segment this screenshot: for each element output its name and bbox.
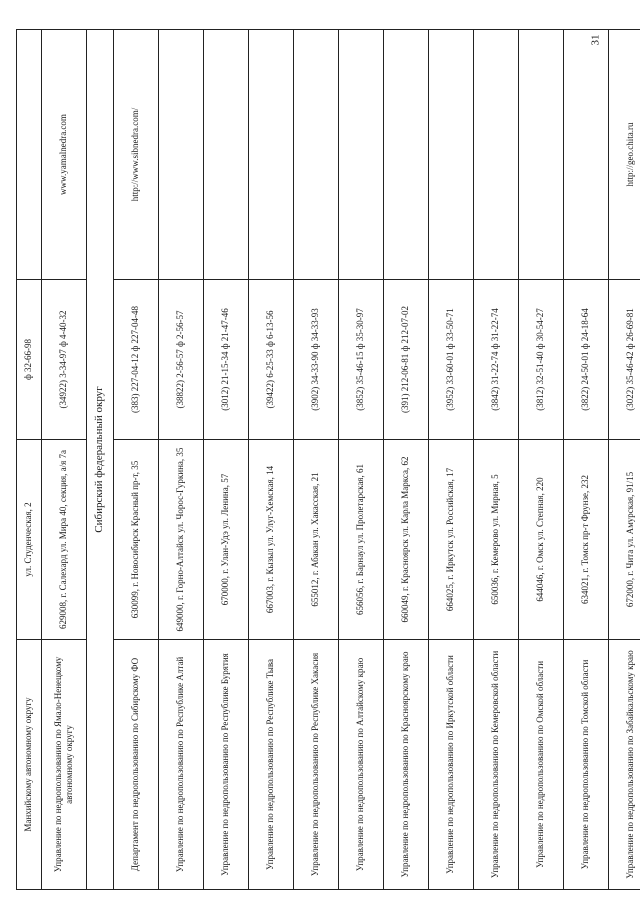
agency-name-cell: Манхийскому автономному округу — [17, 640, 42, 890]
agency-name-cell: Департамент по недропользованию по Сибирскому ФО — [114, 640, 159, 890]
address-cell: 655012, г. Абакан ул. Хакасская, 21 — [294, 440, 339, 640]
agency-name-cell: Управление по недропользованию по Кемеровской области — [474, 640, 519, 890]
table-row — [609, 30, 640, 890]
address-cell: 664025, г. Иркутск ул. Российская, 17 — [429, 440, 474, 640]
address-cell: 672000, г. Чита ул. Амурская, 91/15 — [609, 440, 640, 640]
website-cell: http://geo.chita.ru — [609, 30, 640, 280]
table-row — [474, 30, 519, 890]
table-row — [42, 30, 87, 890]
website-cell — [204, 30, 249, 280]
phone-cell: (3842) 31-22-74 ф 31-22-74 — [474, 280, 519, 440]
table-row — [249, 30, 294, 890]
page-number: 31 — [589, 34, 602, 46]
agency-name-cell: Управление по недропользованию по Алтайскому краю — [339, 640, 384, 890]
phone-cell: (39422) 6-25-33 ф 6-13-56 — [249, 280, 294, 440]
address-cell: 656056, г. Барнаул ул. Пролетарская, 61 — [339, 440, 384, 640]
website-cell — [17, 30, 42, 280]
website-cell — [249, 30, 294, 280]
table-row — [429, 30, 474, 890]
table-row — [564, 30, 609, 890]
phone-cell: ф 32-66-98 — [17, 280, 42, 440]
agency-name-cell: Управление по недропользованию по Иркутской области — [429, 640, 474, 890]
agency-name-cell: Управление по недропользованию по Республике Хакасия — [294, 640, 339, 890]
website-cell — [159, 30, 204, 280]
website-cell — [564, 30, 609, 280]
website-cell: http://www.sibnedra.com/ — [114, 30, 159, 280]
table-row — [204, 30, 249, 890]
website-cell — [429, 30, 474, 280]
website-cell — [384, 30, 429, 280]
website-cell: www.yamalnedra.com — [42, 30, 87, 280]
address-cell: 630099, г. Новосибирск Красный пр-т, 35 — [114, 440, 159, 640]
phone-cell: (3012) 21-15-34 ф 21-47-46 — [204, 280, 249, 440]
table-row — [114, 30, 159, 890]
address-cell: 629008, г. Салехард ул. Мира 40, секция, а/я 7а — [42, 440, 87, 640]
phone-cell: (383) 227-04-12 ф 227-04-48 — [114, 280, 159, 440]
agency-name-cell: Управление по недропользованию по Томской области — [564, 640, 609, 890]
phone-cell: (3822) 24-50-01 ф 24-18-64 — [564, 280, 609, 440]
address-cell: 650036, г. Кемерово ул. Мирная, 5 — [474, 440, 519, 640]
phone-cell: (3952) 33-60-01 ф 33-50-71 — [429, 280, 474, 440]
table-row — [519, 30, 564, 890]
website-cell — [294, 30, 339, 280]
website-cell — [519, 30, 564, 280]
phone-cell: (34922) 3-34-97 ф 4-40-32 — [42, 280, 87, 440]
phone-cell: (3902) 34-33-90 ф 34-33-93 — [294, 280, 339, 440]
agency-name-cell: Управление по недропользованию по Республике Тыва — [249, 640, 294, 890]
table-row — [384, 30, 429, 890]
address-cell: ул. Студенческая, 2 — [17, 440, 42, 640]
agency-name-cell: Управление по недропользованию по Республике Алтай — [159, 640, 204, 890]
address-cell: 660049, г. Красноярск ул. Карла Маркса, 62 — [384, 440, 429, 640]
address-cell: 667003, г. Кызыл ул. Улуг-Хемская, 14 — [249, 440, 294, 640]
agency-name-cell: Управление по недропользованию по Забайкальскому краю — [609, 640, 640, 890]
agency-name-cell: Управление по недропользованию по Ямало-Ненецкому автономному округу — [42, 640, 87, 890]
phone-cell: (391) 212-06-81 ф 212-07-02 — [384, 280, 429, 440]
address-cell: 649000, г. Горно-Алтайск ул. Чорос-Гуркина, 35 — [159, 440, 204, 640]
website-cell — [474, 30, 519, 280]
phone-cell: (3852) 35-46-15 ф 35-30-97 — [339, 280, 384, 440]
agency-name-cell: Управление по недропользованию по Красноярскому краю — [384, 640, 429, 890]
phone-cell: (3812) 32-51-40 ф 30-54-27 — [519, 280, 564, 440]
website-cell — [339, 30, 384, 280]
table-row — [17, 30, 42, 890]
phone-cell: (38822) 2-56-57 ф 2-56-57 — [159, 280, 204, 440]
phone-cell: (3022) 35-46-42 ф 26-69-81 — [609, 280, 640, 440]
address-cell: 670000, г. Улан-Удэ ул. Ленина, 57 — [204, 440, 249, 640]
address-cell: 644046, г. Омск ул. Степная, 220 — [519, 440, 564, 640]
subsoil-agencies-table — [16, 29, 640, 890]
address-cell: 634021, г. Томск пр-т Фрунзе, 232 — [564, 440, 609, 640]
district-heading: Сибирский федеральный округ — [87, 30, 114, 890]
agency-name-cell: Управление по недропользованию по Омской области — [519, 640, 564, 890]
table-row — [159, 30, 204, 890]
district-row — [87, 30, 114, 890]
table-row — [339, 30, 384, 890]
rotated-table-wrapper — [16, 30, 636, 890]
table-row — [294, 30, 339, 890]
agency-name-cell: Управление по недропользованию по Республике Бурятия — [204, 640, 249, 890]
